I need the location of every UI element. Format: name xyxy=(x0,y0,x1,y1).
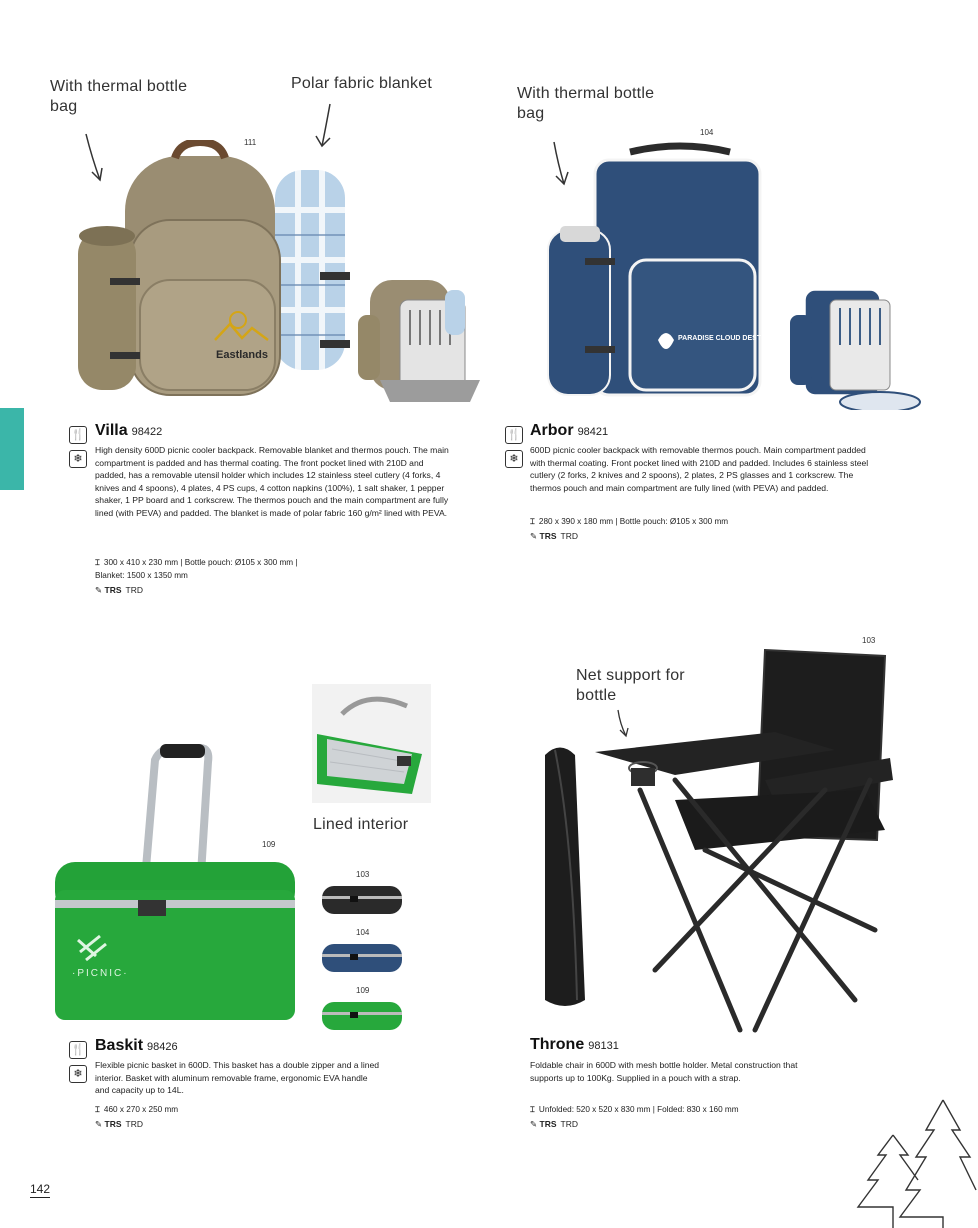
throne-color-code: 103 xyxy=(862,636,876,645)
section-tab xyxy=(0,408,24,490)
villa-description: High density 600D picnic cooler backpack. Removable blanket and thermos pouch. The main compartment is padded and has thermal coating. The front pocket lined with 210D and padded, has a removable utensil holder which includes 12 stainless steel cutlery (4 forks, 4 knives and 4 spoons), 4 plates, 4 PS cups, 4 cotton napkins (100%), 1 salt shaker, 1 pepper shaker, 1 PP board and 1 corkscrew. The thermos pouch and the main compartment are fully lined (with PEVA) and padded. The blanket is made of polar fabric 160 g/m² lined with PEVA. xyxy=(95,445,449,518)
cutlery-icon: 🍴 xyxy=(69,1041,87,1059)
arbor-print-methods: ✎ TRS TRD xyxy=(530,531,578,541)
baskit-variant-green xyxy=(320,998,405,1034)
baskit-dimensions: ⌶ 460 x 270 x 250 mm xyxy=(95,1105,179,1114)
baskit-product-image xyxy=(50,740,300,1035)
arbor-color-code: 104 xyxy=(700,128,714,137)
arbor-callout-bottle: With thermal bottle bag xyxy=(517,85,655,122)
ruler-icon: ⌶ xyxy=(530,517,535,526)
baskit-print-text: ·PICNIC· xyxy=(72,968,129,979)
villa-ref: 98422 xyxy=(131,426,163,438)
arbor-print-text: PARADISE CLOUD DESTINATION xyxy=(678,335,790,342)
baskit-variant-black xyxy=(320,882,405,918)
baskit-color-code: 109 xyxy=(262,840,276,849)
ruler-icon: ⌶ xyxy=(530,1105,535,1114)
villa-dimensions: ⌶ 300 x 410 x 230 mm | Bottle pouch: Ø105 x 300 mm | xyxy=(95,558,298,567)
baskit-title xyxy=(95,1037,178,1055)
villa-name: Villa xyxy=(95,422,128,439)
villa-title xyxy=(95,422,162,440)
throne-title xyxy=(530,1036,619,1054)
arbor-dimensions: ⌶ 280 x 390 x 180 mm | Bottle pouch: Ø105 x 300 mm xyxy=(530,517,729,526)
villa-product-image xyxy=(70,140,495,410)
throne-ref: 98131 xyxy=(588,1040,619,1052)
baskit-variant-blue xyxy=(320,940,405,976)
villa-color-code: 111 xyxy=(244,138,257,147)
baskit-variant-code: 109 xyxy=(356,986,370,995)
throne-name: Throne xyxy=(530,1036,585,1053)
villa-print-methods: ✎ TRS TRD xyxy=(95,585,143,595)
snowflake-icon: ❄ xyxy=(69,450,87,468)
villa-callout-bottle: With thermal bottle bag xyxy=(50,78,188,115)
cutlery-icon: 🍴 xyxy=(69,426,87,444)
baskit-description: Flexible picnic basket in 600D. This basket has a double zipper and a lined interior. Basket with aluminum removable frame, ergonomic EVA handle and capacity up to 14L. xyxy=(95,1060,380,1096)
baskit-ref: 98426 xyxy=(147,1041,178,1053)
snowflake-icon: ❄ xyxy=(505,450,523,468)
baskit-variant-code: 103 xyxy=(356,870,370,879)
pen-icon: ✎ xyxy=(530,531,538,541)
baskit-variant-code: 104 xyxy=(356,928,370,937)
throne-callout-net: Net support for bottle xyxy=(576,667,685,704)
baskit-interior-image xyxy=(312,684,431,803)
ruler-icon: ⌶ xyxy=(95,558,100,567)
pen-icon: ✎ xyxy=(95,1119,103,1129)
pen-icon: ✎ xyxy=(95,585,103,595)
arbor-name: Arbor xyxy=(530,422,574,439)
tree-icon xyxy=(848,1095,978,1228)
arbor-ref: 98421 xyxy=(577,426,609,438)
throne-print-methods: ✎ TRS TRD xyxy=(530,1119,578,1129)
throne-description: Foldable chair in 600D with mesh bottle holder. Metal construction that supports up to 100Kg. Supplied in a pouch with a strap. xyxy=(530,1060,798,1083)
arbor-title xyxy=(530,422,608,440)
throne-product-image xyxy=(525,640,895,1035)
villa-dimensions-2: Blanket: 1500 x 1350 mm xyxy=(95,571,188,580)
baskit-callout-lined: Lined interior xyxy=(313,816,409,833)
villa-print-text: Eastlands xyxy=(216,349,268,361)
baskit-name: Baskit xyxy=(95,1037,144,1054)
baskit-print-methods: ✎ TRS TRD xyxy=(95,1119,143,1129)
pen-icon: ✎ xyxy=(530,1119,538,1129)
page-number: 142 xyxy=(30,1182,51,1196)
arbor-product-image xyxy=(540,140,930,410)
ruler-icon: ⌶ xyxy=(95,1105,100,1114)
villa-callout-blanket: Polar fabric blanket xyxy=(291,75,432,92)
snowflake-icon: ❄ xyxy=(69,1065,87,1083)
cutlery-icon: 🍴 xyxy=(505,426,523,444)
arbor-description: 600D picnic cooler backpack with removable thermos pouch. Main compartment padded with thermal coating. Front pocket lined with 210D and padded. Includes 6 stainless steel cutlery (2 forks, 2 knives and 2 spoons), 2 plates, 2 PS glasses and 1 corkscrew. The thermos pouch and main compartment are fully lined (with PEVA) and padded. xyxy=(530,445,869,493)
throne-dimensions: ⌶ Unfolded: 520 x 520 x 830 mm | Folded: 830 x 160 mm xyxy=(530,1105,739,1114)
